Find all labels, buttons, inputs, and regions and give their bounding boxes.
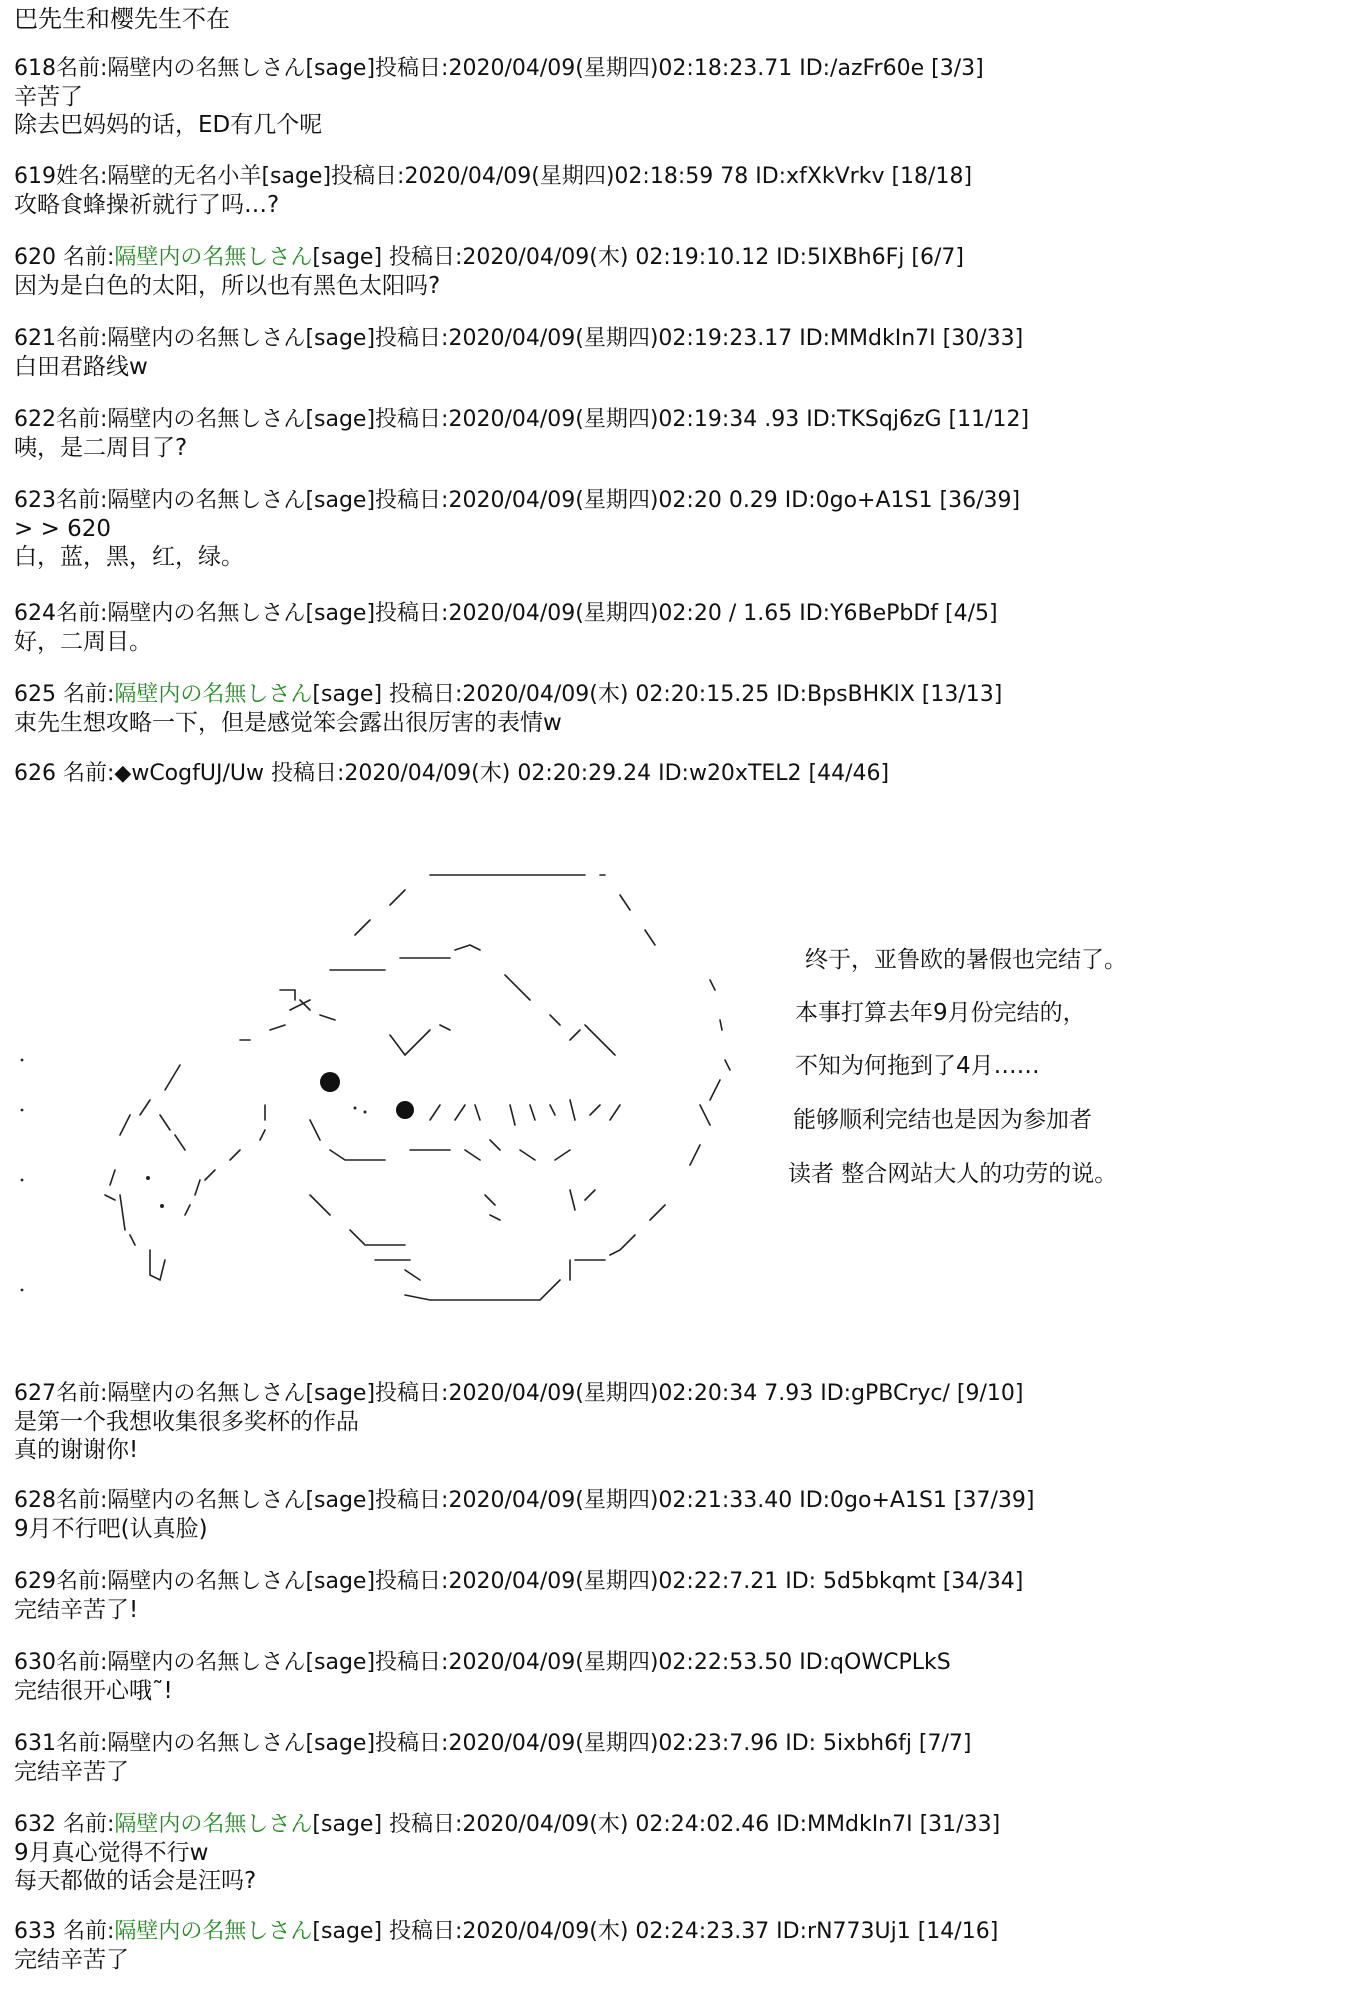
post-number[interactable]: 621 <box>14 326 56 351</box>
poster-name: 隔壁内の名無しさん <box>107 407 306 432</box>
post-body-line: 9月不行吧(认真脸) <box>14 1516 208 1542</box>
poster-name: 隔壁内の名無しさん <box>107 1650 306 1675</box>
post-meta: [sage]投稿日:2020/04/09(星期四)02:18:59 78 ID:xfXkVrkv [18/18] <box>261 164 973 189</box>
post <box>14 487 1314 571</box>
ascii-art-drawing <box>10 850 770 1330</box>
poster-name: 隔壁内の名無しさん <box>114 1919 313 1944</box>
post-header <box>14 55 1314 83</box>
post-name-label: 名前: <box>56 245 115 270</box>
post-meta: [sage] 投稿日:2020/04/09(木) 02:20:15.25 ID:BpsBHKlX [13/13] <box>312 682 1003 707</box>
aa-caption-line: 本事打算去年9月份完结的， <box>795 1000 1086 1026</box>
post-body-line: 完结辛苦了 <box>14 1759 129 1785</box>
post-meta: [sage] 投稿日:2020/04/09(木) 02:24:23.37 ID:rN773Uj1 [14/16] <box>312 1919 999 1944</box>
post-header <box>14 325 1314 353</box>
post-name-label: 名前: <box>56 488 108 513</box>
post-meta: [sage]投稿日:2020/04/09(星期四)02:18:23.71 ID:/azFr60e [3/3] <box>305 56 984 81</box>
post-name-label: 名前: <box>56 1488 108 1513</box>
post-number[interactable]: 627 <box>14 1381 56 1406</box>
post <box>14 600 1314 656</box>
post-number[interactable]: 619 <box>14 164 56 189</box>
post-meta: [sage] 投稿日:2020/04/09(木) 02:24:02.46 ID:MMdkIn7I [31/33] <box>312 1812 1001 1837</box>
post-number[interactable]: 620 <box>14 245 56 270</box>
post-header <box>14 1487 1314 1515</box>
post-meta: [sage] 投稿日:2020/04/09(木) 02:19:10.12 ID:5IXBh6Fj [6/7] <box>312 245 964 270</box>
post-header <box>14 760 1314 788</box>
post-header <box>14 681 1314 709</box>
post-body-line: 白田君路线w <box>14 354 148 380</box>
post-name-label: 名前: <box>56 1731 108 1756</box>
post-name-label: 名前: <box>56 1381 108 1406</box>
post-header <box>14 1568 1314 1596</box>
post-body-line: 咦，是二周目了? <box>14 435 188 461</box>
post <box>14 1487 1314 1543</box>
poster-name: ◆wCogfUJ/Uw <box>114 761 264 786</box>
post-meta: [sage]投稿日:2020/04/09(星期四)02:20 / 1.65 ID:Y6BePbDf [4/5] <box>305 601 998 626</box>
post-name-label: 名前: <box>56 682 115 707</box>
poster-name: 隔壁内の名無しさん <box>107 56 306 81</box>
post-number[interactable]: 628 <box>14 1488 56 1513</box>
post-number[interactable]: 632 <box>14 1812 56 1837</box>
aa-caption-line: 终于，亚鲁欧的暑假也完结了。 <box>805 947 1127 973</box>
ascii-art <box>10 850 1127 1330</box>
post-number[interactable]: 624 <box>14 601 56 626</box>
post-name-label: 名前: <box>56 407 108 432</box>
post-number[interactable]: 623 <box>14 488 56 513</box>
post-body-line: 白，蓝，黑，红，绿。 <box>14 544 244 570</box>
post-name-label: 名前: <box>56 1812 115 1837</box>
post-meta: [sage]投稿日:2020/04/09(星期四)02:20 0.29 ID:0go+A1S1 [36/39] <box>305 488 1021 513</box>
post <box>14 1380 1314 1464</box>
post-header <box>14 1918 1314 1946</box>
post-body-line: 除去巴妈妈的话，ED有几个呢 <box>14 112 323 138</box>
post-body-line: 束先生想攻略一下，但是感觉笨会露出很厉害的表情w <box>14 710 562 736</box>
post-header <box>14 1649 1314 1677</box>
post-name-label: 名前: <box>56 1919 115 1944</box>
post-header <box>14 163 1314 191</box>
post-body-line: 完结很开心哦˜! <box>14 1678 173 1704</box>
aa-caption-line: 读者 整合网站大人的功劳的说。 <box>788 1161 1118 1187</box>
post-body-line: 好，二周目。 <box>14 629 152 655</box>
post-meta: [sage]投稿日:2020/04/09(星期四)02:21:33.40 ID:0go+A1S1 [37/39] <box>305 1488 1035 1513</box>
post-meta: [sage]投稿日:2020/04/09(星期四)02:23:7.96 ID: 5ixbh6fj [7/7] <box>305 1731 972 1756</box>
post <box>14 1649 1314 1705</box>
aa-caption-line: 不知为何拖到了4月…… <box>795 1053 1040 1079</box>
post <box>14 681 1314 737</box>
poster-name: 隔壁内の名無しさん <box>114 245 313 270</box>
post-number[interactable]: 626 <box>14 761 56 786</box>
post-name-label: 名前: <box>56 326 108 351</box>
poster-name: 隔壁内の名無しさん <box>107 326 306 351</box>
post <box>14 1918 1314 1974</box>
poster-name: 隔壁的无名小羊 <box>107 164 262 189</box>
post-body-line: 是第一个我想收集很多奖杯的作品 <box>14 1409 359 1435</box>
post <box>14 163 1314 219</box>
post-number[interactable]: 625 <box>14 682 56 707</box>
post-body-line: 辛苦了 <box>14 84 83 110</box>
post-header <box>14 1380 1314 1408</box>
post-header <box>14 244 1314 272</box>
post-header <box>14 600 1314 628</box>
post-name-label: 姓名: <box>56 164 108 189</box>
post-body-line: 攻略食蜂操祈就行了吗…? <box>14 192 280 218</box>
post-header <box>14 1730 1314 1758</box>
aa-caption-line: 能够顺利完结也是因为参加者 <box>793 1107 1092 1133</box>
post-number[interactable]: 631 <box>14 1731 56 1756</box>
post <box>14 325 1314 381</box>
poster-name: 隔壁内の名無しさん <box>107 1731 306 1756</box>
poster-name: 隔壁内の名無しさん <box>107 1381 306 1406</box>
poster-name: 隔壁内の名無しさん <box>107 601 306 626</box>
post-meta: [sage]投稿日:2020/04/09(星期四)02:22:53.50 ID:qOWCPLkS <box>305 1650 951 1675</box>
post-number[interactable]: 622 <box>14 407 56 432</box>
post <box>14 55 1314 139</box>
post-body-line: 真的谢谢你! <box>14 1437 139 1463</box>
post-meta: [sage]投稿日:2020/04/09(星期四)02:22:7.21 ID: 5d5bkqmt [34/34] <box>305 1569 1024 1594</box>
post-name-label: 名前: <box>56 56 108 81</box>
post <box>14 1730 1314 1786</box>
post-meta: [sage]投稿日:2020/04/09(星期四)02:19:34 .93 ID:TKSqj6zG [11/12] <box>305 407 1030 432</box>
post-name-label: 名前: <box>56 1650 108 1675</box>
post-body-line: 每天都做的话会是汪吗? <box>14 1868 257 1894</box>
post <box>14 760 1314 788</box>
post <box>14 244 1314 300</box>
post-header <box>14 1811 1314 1839</box>
post-body-line: 完结辛苦了 <box>14 1947 129 1973</box>
post <box>14 406 1314 462</box>
post-meta: [sage]投稿日:2020/04/09(星期四)02:20:34 7.93 ID:gPBCryc/ [9/10] <box>305 1381 1024 1406</box>
post-meta: [sage]投稿日:2020/04/09(星期四)02:19:23.17 ID:MMdkIn7I [30/33] <box>305 326 1024 351</box>
poster-name: 隔壁内の名無しさん <box>114 1812 313 1837</box>
poster-name: 隔壁内の名無しさん <box>114 682 313 707</box>
poster-name: 隔壁内の名無しさん <box>107 488 306 513</box>
post-name-label: 名前: <box>56 1569 108 1594</box>
previous-post-tail: 巴先生和樱先生不在 <box>14 5 230 33</box>
post-number[interactable]: 633 <box>14 1919 56 1944</box>
post-name-label: 名前: <box>56 601 108 626</box>
post-number[interactable]: 629 <box>14 1569 56 1594</box>
post-number[interactable]: 618 <box>14 56 56 81</box>
post-header <box>14 406 1314 434</box>
poster-name: 隔壁内の名無しさん <box>107 1488 306 1513</box>
post-meta: 投稿日:2020/04/09(木) 02:20:29.24 ID:w20xTEL2 [44/46] <box>263 761 890 786</box>
post-body-line: 因为是白色的太阳，所以也有黑色太阳吗? <box>14 273 441 299</box>
post-name-label: 名前: <box>56 761 115 786</box>
poster-name: 隔壁内の名無しさん <box>107 1569 306 1594</box>
post <box>14 1568 1314 1624</box>
post-body-line: 9月真心觉得不行w <box>14 1840 209 1866</box>
post-header <box>14 487 1314 515</box>
post-body-line: > > 620 <box>14 516 112 542</box>
post-number[interactable]: 630 <box>14 1650 56 1675</box>
post-body-line: 完结辛苦了! <box>14 1597 139 1623</box>
post <box>14 1811 1314 1895</box>
